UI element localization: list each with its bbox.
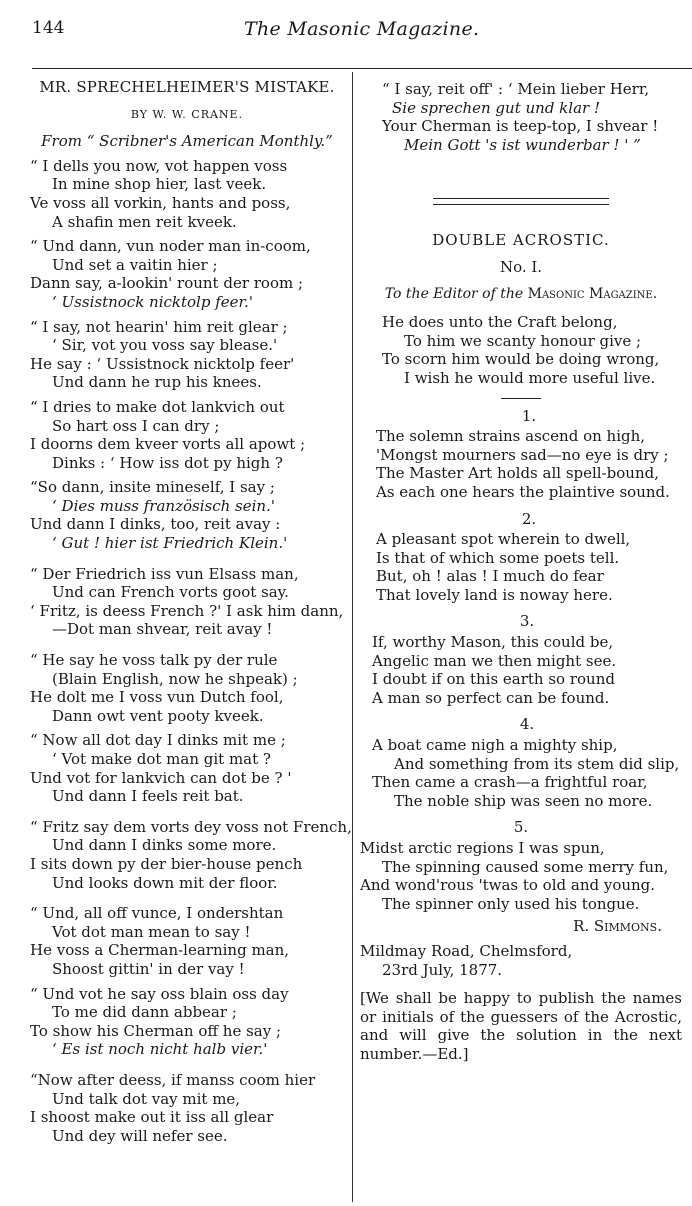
stanza — [30, 565, 344, 639]
clue-number: 3. — [519, 612, 535, 631]
acrostic-clue — [360, 715, 682, 810]
verse-line: Dann owt vent pooty kveek. — [52, 706, 264, 725]
verse-line: “ He say he voss talk py der rule — [30, 651, 278, 670]
stanza — [30, 478, 344, 552]
verse-line: A pleasant spot wherein to dwell, — [376, 530, 631, 549]
verse-line: As each one hears the plaintive sound. — [376, 482, 670, 501]
verse-line: Then came a crash—a frightful roar, — [372, 773, 648, 792]
verse-line: Sie sprechen gut und klar ! — [392, 98, 600, 117]
acrostic-clue — [360, 510, 682, 605]
stanza — [30, 731, 344, 805]
verse-line: Und set a vaitin hier ; — [52, 255, 218, 274]
poem-title: MR. SPRECHELHEIMER'S MISTAKE. — [39, 78, 335, 96]
acrostic-clue — [360, 612, 682, 707]
verse-line: Und looks down mit der floor. — [52, 873, 278, 892]
verse-line: Dinks : ‘ How iss dot py high ? — [52, 453, 283, 472]
verse-line: A man so perfect can be found. — [372, 688, 610, 707]
editor-note: [We shall be happy to publish the names or initials of the guessers of the Acrostic, and will give the solution in the next number.—Ed.] — [360, 989, 682, 1063]
stanza — [30, 817, 352, 892]
magazine-name: Masonic Magazine. — [527, 285, 658, 302]
address-line: 23rd July, 1877. — [382, 960, 503, 979]
verse-line: In mine shop hier, last veek. — [52, 175, 267, 194]
verse-line: Und dann he rup his knees. — [52, 373, 262, 392]
verse-line: ‘ Fritz, is deess French ?' I ask him dann, — [30, 601, 344, 620]
verse-line: “Now after deess, if manss coom hier — [30, 1070, 316, 1089]
address-line: Mildmay Road, Chelmsford, — [360, 941, 573, 960]
verse-line: I shoost make out it iss all glear — [30, 1108, 274, 1127]
verse-line: Und dann I dinks, too, reit avay : — [30, 515, 281, 534]
verse-line: “ I say, not hearin' him reit glear ; — [30, 317, 288, 336]
stanza — [30, 651, 344, 725]
acrostic-intro — [360, 313, 682, 387]
column-divider — [352, 72, 353, 1202]
verse-line: Und dey will nefer see. — [52, 1126, 228, 1145]
verse-line: “ Und, all off vunce, I ondershtan — [30, 904, 284, 923]
clue-number: 2. — [521, 509, 537, 528]
verse-line: I doorns dem kveer vorts all apowt ; — [30, 435, 306, 454]
to-editor-line — [360, 285, 682, 304]
verse-line: “ Der Friedrich iss vun Elsass man, — [30, 564, 299, 583]
verse-line: I doubt if on this earth so round — [372, 670, 615, 689]
verse-line: If, worthy Mason, this could be, — [372, 633, 614, 652]
verse-line: So hart oss I can dry ; — [52, 416, 220, 435]
right-column — [360, 80, 682, 1064]
verse-line: Mein Gott 's ist wunderbar ! ' ” — [404, 135, 641, 154]
verse-line: To him we scanty honour give ; — [404, 331, 642, 350]
signature: R. Simmons. — [573, 917, 662, 936]
verse-line: Your Cherman is teep-top, I shvear ! — [382, 117, 659, 136]
left-column — [30, 78, 352, 1145]
verse-line: “ I dries to make dot lankvich out — [30, 397, 285, 416]
clue-number: 1. — [521, 406, 537, 425]
verse-line: “ Fritz say dem vorts dey voss not French, — [30, 817, 352, 836]
verse-line: The noble ship was seen no more. — [394, 791, 653, 810]
verse-line: Und dann I feels reit bat. — [52, 787, 244, 806]
verse-line: A boat came nigh a mighty ship, — [372, 736, 618, 755]
poem-byline: BY W. W. CRANE. — [130, 107, 244, 121]
acrostic-clue — [360, 407, 682, 502]
page-header — [0, 0, 692, 56]
verse-line: Und dann I dinks some more. — [52, 836, 277, 855]
verse-line: ‘ Dies muss französisch sein.' — [52, 496, 275, 515]
header-rule — [32, 68, 692, 69]
verse-line: Und talk dot vay mit me, — [52, 1089, 241, 1108]
verse-line: A shafin men reit kveek. — [52, 212, 237, 231]
verse-line: I sits down py der bier-house pench — [30, 854, 303, 873]
verse-line: The spinner only used his tongue. — [382, 894, 640, 913]
verse-line: I wish he would more useful live. — [404, 368, 656, 387]
verse-line: The spinning caused some merry fun, — [382, 857, 669, 876]
verse-line: He does unto the Craft belong, — [382, 313, 618, 332]
acrostic-clue — [360, 818, 682, 913]
verse-line: To scorn him would be doing wrong, — [382, 350, 660, 369]
verse-line: Is that of which some poets tell. — [376, 548, 620, 567]
verse-line: —Dot man shvear, reit avay ! — [52, 620, 273, 639]
verse-line: Dann say, a-lookin' rount der room ; — [30, 274, 304, 293]
verse-line: “ I say, reit off' : ‘ Mein lieber Herr, — [382, 80, 650, 98]
verse-line: The Master Art holds all spell-bound, — [376, 464, 659, 483]
stanza — [30, 1071, 344, 1145]
verse-line: But, oh ! alas ! I much do fear — [376, 567, 604, 586]
verse-line: Und vot for lankvich can dot be ? ' — [30, 768, 292, 787]
verse-line: And something from its stem did slip, — [394, 754, 680, 773]
verse-line: That lovely land is noway here. — [376, 585, 613, 604]
stanza — [30, 318, 344, 392]
address — [360, 942, 682, 979]
stanza — [30, 237, 344, 311]
verse-line: He say : ‘ Ussistnock nicktolp feer' — [30, 354, 295, 373]
clue-number: 5. — [513, 818, 529, 837]
verse-line: “So dann, insite mineself, I say ; — [30, 478, 275, 497]
verse-line: Vot dot man mean to say ! — [52, 922, 251, 941]
closing-stanza — [360, 80, 682, 154]
verse-line: Und can French vorts goot say. — [52, 583, 289, 602]
verse-line: Angelic man we then might see. — [372, 651, 617, 670]
verse-line: He dolt me I voss vun Dutch fool, — [30, 688, 284, 707]
verse-line: (Blain English, now he shpeak) ; — [52, 669, 298, 688]
verse-line: Midst arctic regions I was spun, — [360, 839, 605, 857]
clue-number: 4. — [519, 715, 535, 734]
stanza — [30, 157, 344, 231]
verse-line: ‘ Sir, vot you voss say blease.' — [52, 336, 278, 355]
short-divider — [501, 398, 541, 399]
verse-line: Ve voss all vorkin, hants and poss, — [30, 193, 291, 212]
verse-line: And wond'rous 'twas to old and young. — [360, 876, 656, 895]
section-divider — [433, 198, 609, 205]
stanza — [30, 398, 344, 472]
verse-line: To me did dann abbear ; — [52, 1003, 237, 1022]
acrostic-number: No. I. — [499, 257, 543, 276]
to-editor-prefix: To the Editor of the — [384, 285, 524, 302]
verse-line: 'Mongst mourners sad—no eye is dry ; — [376, 445, 669, 464]
verse-line: ‘ Es ist noch nicht halb vier.' — [52, 1040, 268, 1059]
verse-line: He voss a Cherman-learning man, — [30, 941, 290, 960]
verse-line: Shoost gittin' in der vay ! — [52, 959, 245, 978]
verse-line: “ Now all dot day I dinks mit me ; — [30, 731, 286, 750]
verse-line: “ Und dann, vun noder man in-coom, — [30, 237, 311, 256]
stanza — [30, 985, 344, 1059]
acrostic-title: DOUBLE ACROSTIC. — [432, 231, 610, 250]
verse-line: ‘ Ussistnock nicktolp feer.' — [52, 292, 253, 311]
verse-line: ‘ Gut ! hier ist Friedrich Klein.' — [52, 534, 288, 553]
verse-line: “ Und vot he say oss blain oss day — [30, 984, 289, 1003]
verse-line: The solemn strains ascend on high, — [376, 427, 646, 446]
verse-line: “ I dells you now, vot happen voss — [30, 156, 288, 175]
verse-line: To show his Cherman off he say ; — [30, 1021, 282, 1040]
stanza — [30, 904, 344, 978]
poem-source: From “ Scribner's American Monthly.” — [41, 132, 333, 151]
verse-line: ‘ Vot make dot man git mat ? — [52, 750, 271, 768]
page-number: 144 — [32, 18, 65, 38]
running-title: The Masonic Magazine. — [244, 18, 480, 40]
